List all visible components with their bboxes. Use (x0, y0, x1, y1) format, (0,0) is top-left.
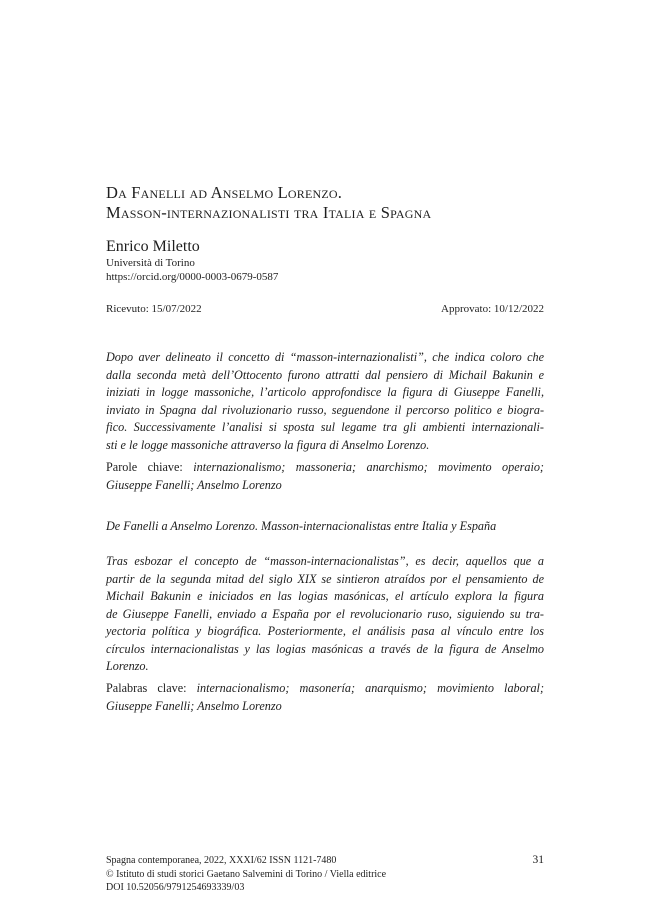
keywords-spanish (106, 680, 544, 715)
abstract-line: partir de la segunda mitad del siglo XIX se sintieron atraídos por el pensamiento de (106, 571, 544, 586)
abstract-line: yectoria política y biográfica. Posteriormente, el análisis pasa al vínculo entre los (106, 624, 544, 638)
author-orcid-link[interactable]: https://orcid.org/0000-0003-0679-0587 (106, 271, 279, 283)
abstract-line: de Giuseppe Fanelli, enviado a España por el revolucionario ruso, siguiendo su tra- (106, 606, 544, 621)
abstract-line: dalla seconda metà dell’Ottocento furono attratti dal pensiero di Michail Bakunin e (106, 367, 544, 382)
abstract-italian (106, 349, 544, 454)
article-title (106, 183, 544, 223)
keywords-italian (106, 459, 544, 494)
author-name: Enrico Miletto (106, 238, 200, 255)
keywords-label: Parole chiave: (106, 460, 183, 474)
abstract-line: inviato in Spagna dal rivoluzionario russo, seguendone il percorso politico e biogra- (106, 402, 544, 417)
keywords-line-2: Giuseppe Fanelli; Anselmo Lorenzo (106, 698, 282, 713)
title-spanish (106, 518, 544, 536)
approved-date: Approvato: 10/12/2022 (441, 303, 544, 315)
submission-dates (106, 302, 544, 316)
title-spanish-text: De Fanelli a Anselmo Lorenzo. Masson-internacionalistas entre Italia y España (106, 519, 497, 533)
keywords-line-1 (106, 459, 544, 477)
abstract-line: Lorenzo. (106, 659, 149, 673)
abstract-line: Michail Bakunin e iniciados en las logias masónicas, el artículo explora la figura (106, 589, 544, 603)
keywords-values: internazionalismo; massoneria; anarchismo; movimento operaio; (193, 460, 544, 474)
doi: DOI 10.52056/9791254693339/03 (106, 882, 245, 893)
page-footer (106, 854, 544, 895)
keywords-label: Palabras clave: (106, 681, 187, 695)
keywords-line-2: Giuseppe Fanelli; Anselmo Lorenzo (106, 477, 282, 492)
abstract-line: iniziati in logge massoniche, l’articolo approfondisce la figura di Giuseppe Fanelli, (106, 385, 544, 399)
keywords-line-1 (106, 680, 544, 698)
article-title-line-1: Da Fanelli ad Anselmo Lorenzo. (106, 183, 343, 202)
copyright-notice: © Istituto di studi storici Gaetano Salvemini di Torino / Viella editrice (106, 868, 387, 880)
received-date: Ricevuto: 15/07/2022 (106, 303, 202, 315)
abstract-spanish (106, 553, 544, 676)
abstract-line: Tras esbozar el concepto de “masson-internacionalistas”, es decir, aquellos que a (106, 554, 544, 568)
abstract-line: sti e le logge massoniche attraverso la figura di Anselmo Lorenzo. (106, 437, 430, 452)
article-page (106, 0, 544, 917)
abstract-line: Dopo aver delineato il concetto di “masson-internazionalisti”, che indica coloro che (106, 350, 544, 364)
author-affiliation: Università di Torino (106, 257, 195, 269)
journal-info: Spagna contemporanea, 2022, XXXI/62 ISSN 1121-7480 (106, 855, 337, 866)
author-block (106, 238, 544, 284)
abstract-line: fico. Successivamente l’analisi si sposta sul legame tra gli ambienti internazionali- (106, 420, 544, 434)
keywords-values: internacionalismo; masonería; anarquismo; movimiento laboral; (196, 681, 545, 695)
page-number: 31 (532, 854, 544, 866)
article-title-line-2: Masson-internazionalisti tra Italia e Spagna (106, 203, 432, 222)
abstract-line: círculos internacionalistas y las logias masónicas a través de la figura de Anselmo (106, 641, 544, 656)
